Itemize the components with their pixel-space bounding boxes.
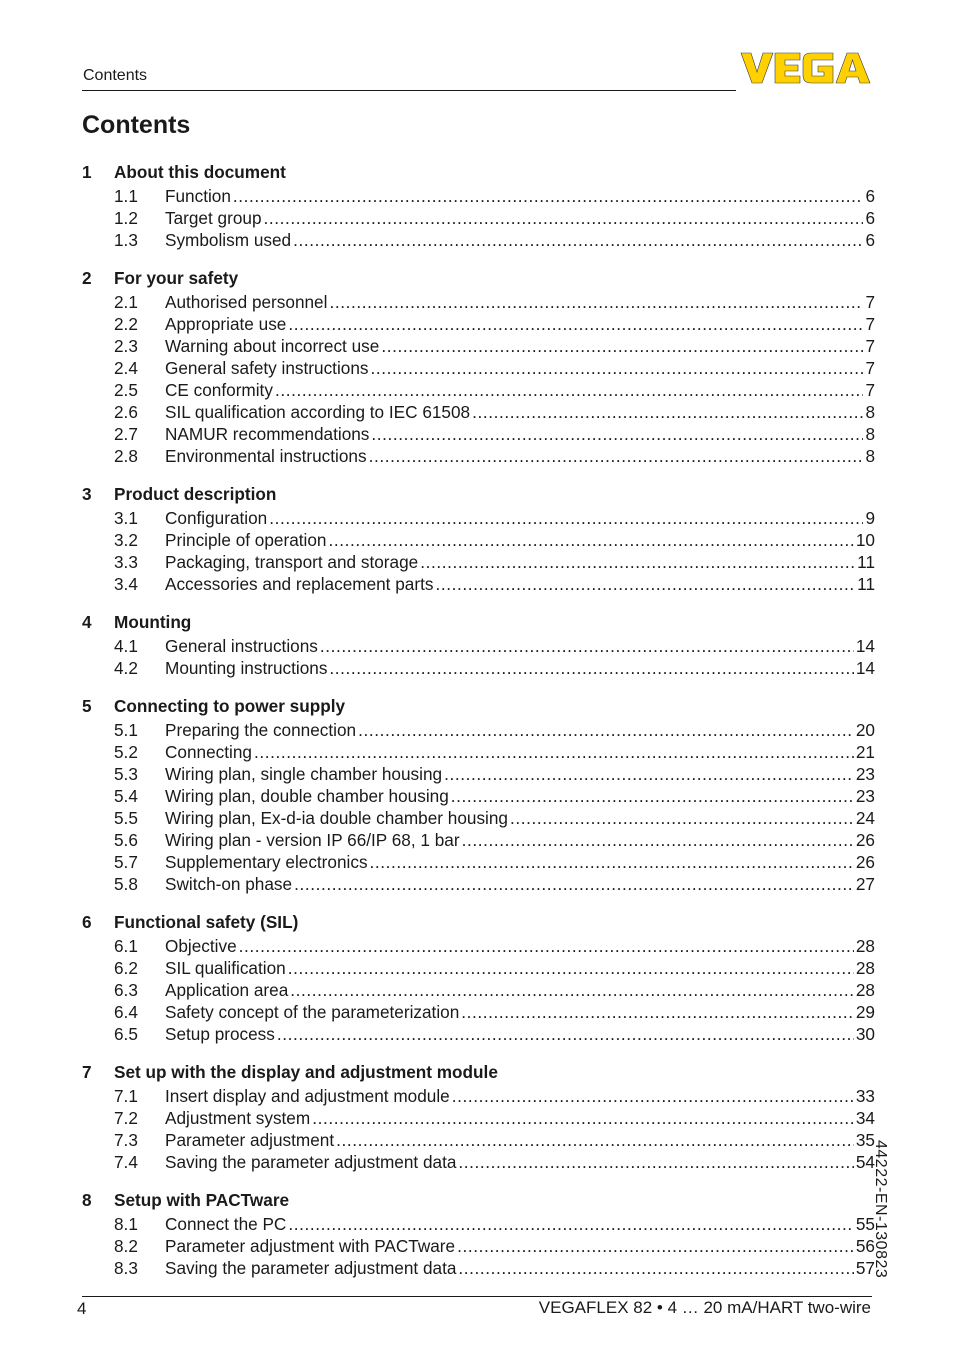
toc-entry[interactable] — [82, 1023, 875, 1045]
entry-page: 23 — [855, 763, 875, 784]
entry-page: 9 — [865, 507, 875, 528]
entry-title: Connect the PC — [165, 1213, 287, 1234]
section-title: About this document — [114, 161, 286, 182]
section-number: 8 — [82, 1189, 92, 1210]
toc-section-heading[interactable] — [82, 1059, 875, 1085]
entry-title: Objective — [165, 935, 237, 956]
dot-leader — [329, 292, 863, 313]
toc-entry[interactable] — [82, 357, 875, 379]
entry-page: 20 — [855, 719, 875, 740]
section-number: 5 — [82, 695, 92, 716]
dot-leader — [293, 230, 863, 251]
toc-entry[interactable] — [82, 529, 875, 551]
dot-leader — [312, 1108, 854, 1129]
entry-number: 2.4 — [114, 357, 138, 378]
vega-logo — [740, 52, 872, 84]
entry-page: 6 — [865, 185, 875, 206]
toc-entry[interactable] — [82, 1001, 875, 1023]
entry-page: 34 — [855, 1107, 875, 1128]
entry-page: 14 — [855, 635, 875, 656]
toc-entry[interactable] — [82, 229, 875, 251]
toc-section — [82, 481, 875, 595]
entry-page: 24 — [855, 807, 875, 828]
entry-number: 5.3 — [114, 763, 138, 784]
dot-leader — [275, 380, 864, 401]
dot-leader — [288, 958, 854, 979]
entry-page: 56 — [855, 1235, 875, 1256]
toc-entry[interactable] — [82, 573, 875, 595]
entry-number: 3.1 — [114, 507, 138, 528]
entry-page: 7 — [865, 357, 875, 378]
toc-entry[interactable] — [82, 207, 875, 229]
dot-leader — [369, 446, 864, 467]
toc-entry[interactable] — [82, 551, 875, 573]
entry-title: Packaging, transport and storage — [165, 551, 419, 572]
toc-entry[interactable] — [82, 957, 875, 979]
entry-title: Target group — [165, 207, 262, 228]
table-of-contents — [82, 159, 875, 1293]
entry-page: 8 — [865, 401, 875, 422]
dot-leader — [457, 1236, 854, 1257]
entry-title: Wiring plan, Ex-d-ia double chamber housing — [165, 807, 508, 828]
entry-title: SIL qualification according to IEC 61508 — [165, 401, 471, 422]
toc-section — [82, 1059, 875, 1173]
toc-section-heading[interactable] — [82, 609, 875, 635]
toc-entry[interactable] — [82, 829, 875, 851]
entry-page: 54 — [855, 1151, 875, 1172]
entry-number: 8.1 — [114, 1213, 138, 1234]
entry-page: 10 — [855, 529, 875, 550]
toc-entry[interactable] — [82, 851, 875, 873]
dot-leader — [320, 636, 854, 657]
toc-section-heading[interactable] — [82, 693, 875, 719]
toc-section-heading[interactable] — [82, 481, 875, 507]
toc-section — [82, 693, 875, 895]
toc-entry[interactable] — [82, 185, 875, 207]
dot-leader — [444, 764, 854, 785]
entry-page: 8 — [865, 445, 875, 466]
entry-page: 6 — [865, 229, 875, 250]
dot-leader — [233, 186, 864, 207]
entry-number: 2.3 — [114, 335, 138, 356]
toc-entry[interactable] — [82, 1151, 875, 1173]
dot-leader — [370, 358, 863, 379]
entry-page: 30 — [855, 1023, 875, 1044]
entry-title: Environmental instructions — [165, 445, 367, 466]
entry-title: SIL qualification — [165, 957, 286, 978]
dot-leader — [336, 1130, 854, 1151]
entry-page: 6 — [865, 207, 875, 228]
dot-leader — [288, 314, 863, 335]
entry-page: 11 — [857, 551, 875, 572]
entry-title: Appropriate use — [165, 313, 287, 334]
toc-section — [82, 265, 875, 467]
dot-leader — [294, 874, 854, 895]
entry-page: 28 — [855, 957, 875, 978]
section-number: 4 — [82, 611, 92, 632]
section-title: Mounting — [114, 611, 192, 632]
toc-entry[interactable] — [82, 719, 875, 741]
entry-title: Saving the parameter adjustment data — [165, 1257, 457, 1278]
entry-page: 57 — [855, 1257, 875, 1278]
toc-section-heading[interactable] — [82, 909, 875, 935]
entry-number: 2.8 — [114, 445, 138, 466]
entry-title: Configuration — [165, 507, 268, 528]
entry-title: Connecting — [165, 741, 252, 762]
dot-leader — [420, 552, 855, 573]
entry-title: Wiring plan, single chamber housing — [165, 763, 443, 784]
footer-product-name: VEGAFLEX 82 • 4 … 20 mA/HART two-wire — [538, 1298, 871, 1317]
footer-page-number: 4 — [77, 1299, 87, 1318]
toc-entry[interactable] — [82, 657, 875, 679]
entry-page: 23 — [855, 785, 875, 806]
entry-number: 6.3 — [114, 979, 138, 1000]
logo-letter-a — [836, 53, 870, 83]
section-title: Connecting to power supply — [114, 695, 346, 716]
entry-page: 7 — [865, 335, 875, 356]
section-number: 6 — [82, 911, 92, 932]
entry-page: 26 — [855, 851, 875, 872]
toc-entry[interactable] — [82, 1107, 875, 1129]
section-number: 3 — [82, 483, 92, 504]
section-title: Product description — [114, 483, 277, 504]
entry-page: 7 — [865, 379, 875, 400]
section-title: Functional safety (SIL) — [114, 911, 299, 932]
entry-number: 4.1 — [114, 635, 138, 656]
toc-entry[interactable] — [82, 935, 875, 957]
entry-number: 7.1 — [114, 1085, 138, 1106]
entry-title: CE conformity — [165, 379, 273, 400]
entry-page: 55 — [855, 1213, 875, 1234]
entry-page: 29 — [855, 1001, 875, 1022]
dot-leader — [328, 530, 853, 551]
entry-number: 3.2 — [114, 529, 138, 550]
entry-number: 2.6 — [114, 401, 138, 422]
footer-rule — [82, 1296, 872, 1297]
document-code: 44222-EN-130823 — [872, 1140, 889, 1279]
entry-page: 7 — [865, 313, 875, 334]
entry-number: 3.3 — [114, 551, 138, 572]
toc-entry[interactable] — [82, 1235, 875, 1257]
section-title: Set up with the display and adjustment module — [114, 1061, 498, 1082]
toc-entry[interactable] — [82, 785, 875, 807]
toc-entry[interactable] — [82, 379, 875, 401]
dot-leader — [510, 808, 854, 829]
entry-page: 27 — [855, 873, 875, 894]
toc-entry[interactable] — [82, 423, 875, 445]
section-title: Setup with PACTware — [114, 1189, 290, 1210]
logo-letter-v — [741, 53, 773, 83]
entry-number: 2.1 — [114, 291, 138, 312]
section-number: 7 — [82, 1061, 92, 1082]
dot-leader — [451, 786, 854, 807]
toc-entry[interactable] — [82, 741, 875, 763]
entry-title: Authorised personnel — [165, 291, 328, 312]
entry-number: 6.2 — [114, 957, 138, 978]
entry-number: 1.1 — [114, 185, 138, 206]
dot-leader — [264, 208, 864, 229]
entry-title: Switch-on phase — [165, 873, 293, 894]
toc-entry[interactable] — [82, 313, 875, 335]
entry-title: Principle of operation — [165, 529, 327, 550]
entry-title: Setup process — [165, 1023, 275, 1044]
entry-title: Function — [165, 185, 231, 206]
toc-section — [82, 609, 875, 679]
entry-page: 33 — [855, 1085, 875, 1106]
dot-leader — [472, 402, 863, 423]
logo-letter-g — [803, 53, 833, 83]
entry-title: NAMUR recommendations — [165, 423, 370, 444]
toc-entry[interactable] — [82, 979, 875, 1001]
dot-leader — [358, 720, 854, 741]
entry-title: Symbolism used — [165, 229, 292, 250]
entry-number: 7.2 — [114, 1107, 138, 1128]
toc-section — [82, 159, 875, 251]
entry-number: 8.3 — [114, 1257, 138, 1278]
dot-leader — [452, 1086, 854, 1107]
header-rule — [82, 90, 736, 91]
entry-title: Preparing the connection — [165, 719, 357, 740]
toc-entry[interactable] — [82, 807, 875, 829]
section-number: 2 — [82, 267, 92, 288]
dot-leader — [288, 1214, 854, 1235]
entry-page: 11 — [857, 573, 875, 594]
dot-leader — [381, 336, 863, 357]
entry-title: Accessories and replacement parts — [165, 573, 434, 594]
entry-number: 1.3 — [114, 229, 138, 250]
entry-number: 6.1 — [114, 935, 138, 956]
dot-leader — [458, 1152, 853, 1173]
dot-leader — [461, 1002, 854, 1023]
toc-entry[interactable] — [82, 1257, 875, 1279]
entry-page: 26 — [855, 829, 875, 850]
toc-section — [82, 909, 875, 1045]
entry-page: 14 — [855, 657, 875, 678]
entry-number: 2.2 — [114, 313, 138, 334]
logo-letter-e — [775, 53, 800, 83]
section-number: 1 — [82, 161, 92, 182]
toc-entry[interactable] — [82, 445, 875, 467]
entry-title: Wiring plan, double chamber housing — [165, 785, 449, 806]
entry-page: 28 — [855, 935, 875, 956]
entry-page: 28 — [855, 979, 875, 1000]
entry-number: 5.6 — [114, 829, 138, 850]
entry-page: 21 — [855, 741, 875, 762]
toc-entry[interactable] — [82, 1129, 875, 1151]
entry-title: Adjustment system — [165, 1107, 311, 1128]
entry-number: 3.4 — [114, 573, 138, 594]
entry-title: Safety concept of the parameterization — [165, 1001, 460, 1022]
section-title: For your safety — [114, 267, 239, 288]
entry-number: 2.7 — [114, 423, 138, 444]
entry-number: 6.4 — [114, 1001, 138, 1022]
dot-leader — [329, 658, 853, 679]
dot-leader — [435, 574, 855, 595]
entry-number: 8.2 — [114, 1235, 138, 1256]
entry-title: General safety instructions — [165, 357, 369, 378]
dot-leader — [458, 1258, 853, 1279]
entry-page: 8 — [865, 423, 875, 444]
entry-number: 5.8 — [114, 873, 138, 894]
entry-number: 6.5 — [114, 1023, 138, 1044]
entry-title: Parameter adjustment — [165, 1129, 335, 1150]
entry-title: Insert display and adjustment module — [165, 1085, 450, 1106]
toc-entry[interactable] — [82, 763, 875, 785]
toc-entry[interactable] — [82, 635, 875, 657]
dot-leader — [370, 852, 854, 873]
entry-number: 7.4 — [114, 1151, 138, 1172]
toc-entry[interactable] — [82, 507, 875, 529]
entry-number: 5.4 — [114, 785, 138, 806]
entry-title: Mounting instructions — [165, 657, 328, 678]
dot-leader — [277, 1024, 854, 1045]
entry-title: Wiring plan - version IP 66/IP 68, 1 bar — [165, 829, 460, 850]
entry-number: 1.2 — [114, 207, 138, 228]
toc-section-heading[interactable] — [82, 1187, 875, 1213]
entry-title: Parameter adjustment with PACTware — [165, 1235, 456, 1256]
toc-entry[interactable] — [82, 1085, 875, 1107]
toc-section-heading[interactable] — [82, 159, 875, 185]
dot-leader — [462, 830, 854, 851]
entry-number: 4.2 — [114, 657, 138, 678]
toc-entry[interactable] — [82, 1213, 875, 1235]
entry-title: Application area — [165, 979, 289, 1000]
entry-number: 5.7 — [114, 851, 138, 872]
toc-entry[interactable] — [82, 873, 875, 895]
page-title: Contents — [82, 111, 191, 139]
toc-entry[interactable] — [82, 335, 875, 357]
toc-section — [82, 1187, 875, 1279]
dot-leader — [254, 742, 854, 763]
header-section-label: Contents — [83, 67, 148, 84]
entry-number: 5.5 — [114, 807, 138, 828]
entry-number: 5.2 — [114, 741, 138, 762]
dot-leader — [371, 424, 863, 445]
entry-title: General instructions — [165, 635, 318, 656]
entry-page: 7 — [865, 291, 875, 312]
entry-title: Warning about incorrect use — [165, 335, 380, 356]
toc-entry[interactable] — [82, 291, 875, 313]
dot-leader — [290, 980, 854, 1001]
entry-number: 2.5 — [114, 379, 138, 400]
dot-leader — [239, 936, 854, 957]
dot-leader — [269, 508, 863, 529]
entry-number: 5.1 — [114, 719, 138, 740]
toc-section-heading[interactable] — [82, 265, 875, 291]
entry-title: Saving the parameter adjustment data — [165, 1151, 457, 1172]
entry-title: Supplementary electronics — [165, 851, 368, 872]
entry-number: 7.3 — [114, 1129, 138, 1150]
entry-page: 35 — [855, 1129, 875, 1150]
toc-entry[interactable] — [82, 401, 875, 423]
